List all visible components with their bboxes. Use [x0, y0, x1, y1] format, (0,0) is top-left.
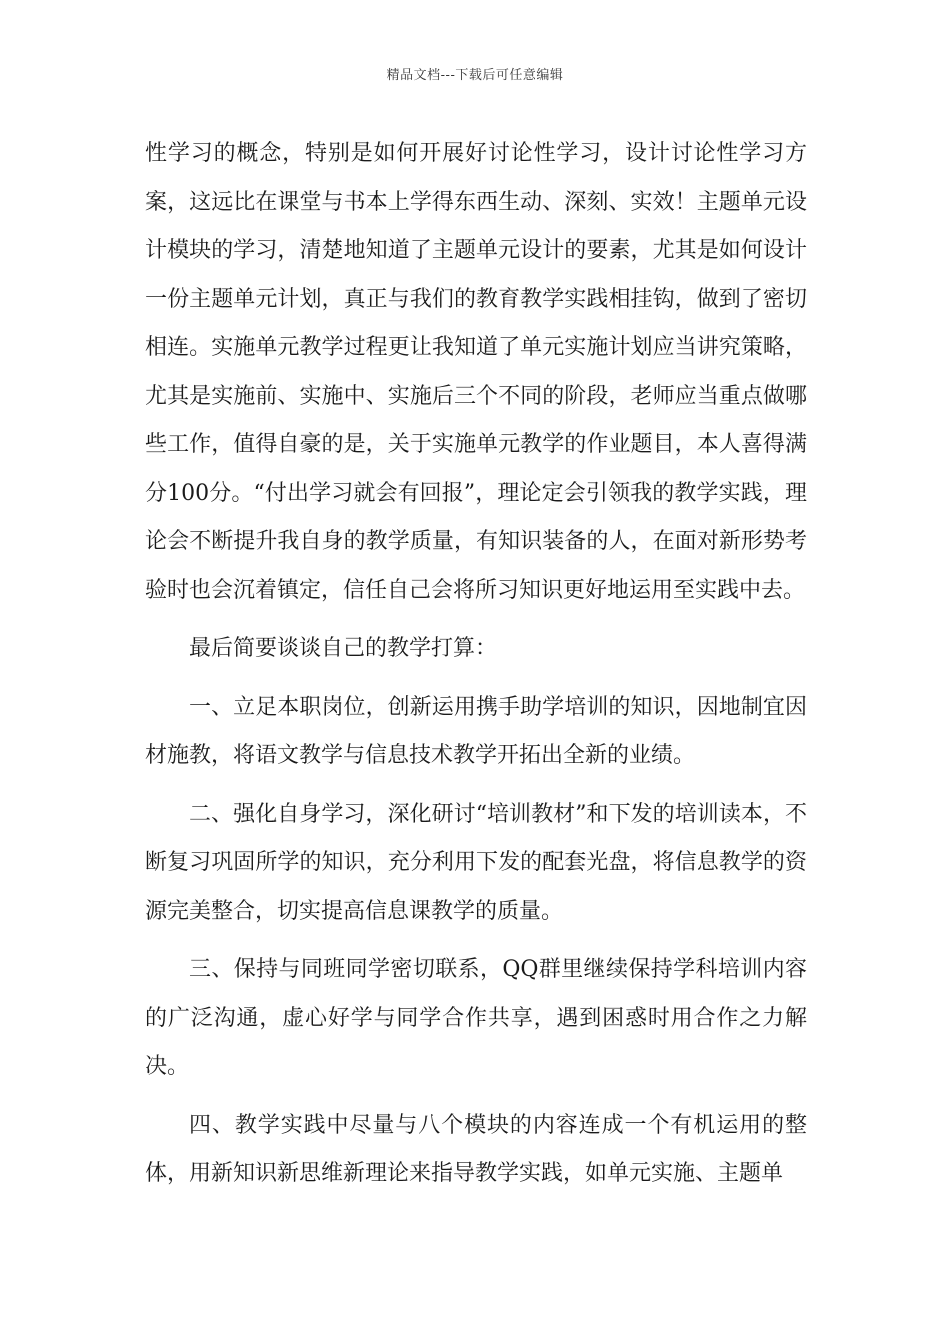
paragraph-plan-item-1: 一、立足本职岗位，创新运用携手助学培训的知识，因地制宜因材施教，将语文教学与信息技术教学开拓出全新的业绩。 [145, 694, 807, 768]
document-body [145, 130, 807, 1209]
paragraph-plan-intro: 最后简要谈谈自己的教学打算： [189, 636, 498, 661]
paragraph-continuation: 性学习的概念，特别是如何开展好讨论性学习，设计讨论性学习方案，这远比在课堂与书本上学得东西生动、深刻、实效！主题单元设计模块的学习，清楚地知道了主题单元设计的要素，尤其是如何设计一份主题单元计划，真正与我们的教育教学实践相挂钩，做到了密切相连。实施单元教学过程更让我知道了单元实施计划应当讲究策略，尤其是实施前、实施中、实施后三个不同的阶段，老师应当重点做哪些工作，值得自豪的是，关于实施单元教学的作业题目，本人喜得满分100分。“付出学习就会有回报”，理论定会引领我的教学实践，理论会不断提升我自身的教学质量，有知识装备的人，在面对新形势考验时也会沉着镇定，信任自己会将所习知识更好地运用至实践中去。 [145, 141, 807, 603]
paragraph-plan-item-4: 四、教学实践中尽量与八个模块的内容连成一个有机运用的整体，用新知识新思维新理论来指导教学实践，如单元实施、主题单 [145, 1112, 807, 1186]
paragraph-plan-item-3: 三、保持与同班同学密切联系，QQ群里继续保持学科培训内容的广泛沟通，虚心好学与同学合作共享，遇到困惑时用合作之力解决。 [145, 957, 807, 1079]
paragraph-plan-item-2: 二、强化自身学习，深化研讨“培训教材”和下发的培训读本，不断复习巩固所学的知识，充分利用下发的配套光盘，将信息教学的资源完美整合，切实提高信息课教学的质量。 [145, 801, 807, 924]
page-header: 精品文档---下载后可任意编辑 [386, 68, 564, 83]
